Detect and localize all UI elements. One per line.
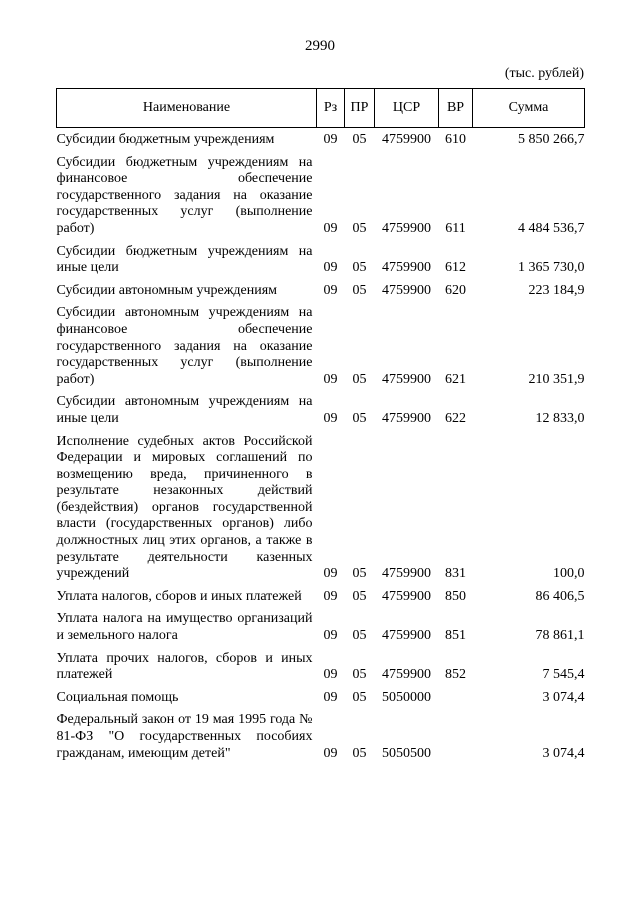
- cell-name: Федеральный закон от 19 мая 1995 года № 81-ФЗ "О государственных пособиях гражданам, имеющим детей": [56, 712, 313, 761]
- cell-name: Субсидии автономным учреждениям: [56, 282, 278, 298]
- cell-name: Субсидии автономным учреждениям на иные цели: [56, 394, 313, 426]
- cell-name: Исполнение судебных актов Российской Федерации и мировых соглашений по возмещению вреда, причиненного в результате незаконных действий (бездействия) органов государственной власти (государственных органов) либо должностных лиц этих органов, а также в результате деятельности казенных учреждений: [56, 433, 313, 582]
- budget-table: [56, 88, 585, 764]
- cell-csr: 5050000: [382, 689, 431, 705]
- cell-vr: [439, 708, 473, 764]
- cell-pr: 05: [352, 628, 367, 644]
- table-row: [57, 240, 585, 279]
- cell-rz: 09: [323, 689, 338, 705]
- cell-vr: 831: [445, 566, 466, 582]
- cell-vr: 620: [445, 282, 466, 298]
- cell-csr: 4759900: [382, 410, 431, 426]
- table-row: [57, 390, 585, 429]
- table-row: [57, 151, 585, 240]
- cell-name: Уплата прочих налогов, сборов и иных платежей: [56, 650, 313, 683]
- cell-sum: 100,0: [553, 566, 585, 582]
- cell-vr: 610: [445, 132, 466, 147]
- cell-name: Субсидии бюджетным учреждениям на финансовое обеспечение государственного задания на оказание государственных услуг (выполнение работ): [56, 154, 313, 236]
- column-header-csr: ЦСР: [375, 89, 439, 128]
- cell-sum: 4 484 536,7: [518, 220, 585, 236]
- cell-name: Субсидии автономным учреждениям на финансовое обеспечение государственного задания на оказание государственных услуг (выполнение работ): [56, 305, 313, 387]
- cell-sum: 3 074,4: [542, 689, 585, 705]
- table-row: [57, 686, 585, 709]
- cell-name: Субсидии бюджетным учреждениям: [56, 132, 275, 147]
- cell-vr: 852: [445, 667, 466, 683]
- cell-csr: 4759900: [382, 132, 431, 147]
- table-row: [57, 128, 585, 151]
- column-header-rz: Рз: [317, 89, 345, 128]
- cell-rz: 09: [323, 588, 338, 604]
- cell-sum: 78 861,1: [535, 628, 585, 644]
- cell-sum: 12 833,0: [535, 410, 585, 426]
- cell-sum: 7 545,4: [542, 667, 585, 683]
- cell-pr: 05: [352, 260, 367, 276]
- cell-pr: 05: [352, 410, 367, 426]
- cell-pr: 05: [352, 220, 367, 236]
- column-header-pr: ПР: [345, 89, 375, 128]
- table-row: [57, 279, 585, 302]
- cell-name: Социальная помощь: [56, 689, 179, 705]
- cell-csr: 4759900: [382, 260, 431, 276]
- cell-pr: 05: [352, 667, 367, 683]
- units-label: (тыс. рублей): [504, 66, 584, 81]
- cell-rz: 09: [323, 566, 338, 582]
- cell-pr: 05: [352, 588, 367, 604]
- cell-vr: 851: [445, 628, 466, 644]
- cell-pr: 05: [352, 132, 367, 147]
- cell-sum: 223 184,9: [528, 282, 585, 298]
- table-row: [57, 607, 585, 646]
- cell-csr: 4759900: [382, 566, 431, 582]
- cell-sum: 86 406,5: [535, 588, 585, 604]
- table-row: [57, 585, 585, 608]
- cell-csr: 4759900: [382, 282, 431, 298]
- cell-csr: 4759900: [382, 220, 431, 236]
- table-row: [57, 647, 585, 686]
- cell-pr: 05: [352, 282, 367, 298]
- cell-csr: 4759900: [382, 628, 431, 644]
- cell-rz: 09: [323, 260, 338, 276]
- cell-name: Уплата налогов, сборов и иных платежей: [56, 588, 302, 604]
- table-row: [57, 708, 585, 764]
- cell-rz: 09: [323, 132, 338, 147]
- column-header-vr: ВР: [439, 89, 473, 128]
- column-header-sum: Сумма: [473, 89, 585, 128]
- cell-sum: 1 365 730,0: [518, 260, 585, 276]
- table-row: [57, 430, 585, 585]
- cell-pr: 05: [352, 689, 367, 705]
- cell-rz: 09: [323, 667, 338, 683]
- table-header: [57, 89, 585, 128]
- column-header-name: Наименование: [57, 89, 317, 128]
- cell-sum: 210 351,9: [528, 371, 585, 387]
- cell-pr: 05: [352, 745, 367, 761]
- cell-rz: 09: [323, 220, 338, 236]
- cell-vr: [439, 686, 473, 709]
- cell-vr: 850: [445, 588, 466, 604]
- cell-pr: 05: [352, 566, 367, 582]
- cell-rz: 09: [323, 628, 338, 644]
- cell-csr: 4759900: [382, 667, 431, 683]
- table-body: [57, 128, 585, 765]
- table-row: [57, 301, 585, 390]
- cell-rz: 09: [323, 371, 338, 387]
- cell-vr: 622: [445, 410, 466, 426]
- cell-rz: 09: [323, 745, 338, 761]
- cell-csr: 5050500: [382, 745, 431, 761]
- cell-vr: 611: [445, 220, 466, 236]
- cell-sum: 5 850 266,7: [518, 132, 585, 147]
- page-number: 2990: [305, 38, 335, 54]
- cell-vr: 612: [445, 260, 466, 276]
- cell-name: Субсидии бюджетным учреждениям на иные цели: [56, 243, 313, 276]
- cell-vr: 621: [445, 371, 466, 387]
- cell-csr: 4759900: [382, 371, 431, 387]
- cell-name: Уплата налога на имущество организаций и земельного налога: [56, 611, 313, 644]
- cell-csr: 4759900: [382, 588, 431, 604]
- cell-rz: 09: [323, 282, 338, 298]
- cell-pr: 05: [352, 371, 367, 387]
- cell-sum: 3 074,4: [542, 745, 585, 761]
- cell-rz: 09: [323, 410, 338, 426]
